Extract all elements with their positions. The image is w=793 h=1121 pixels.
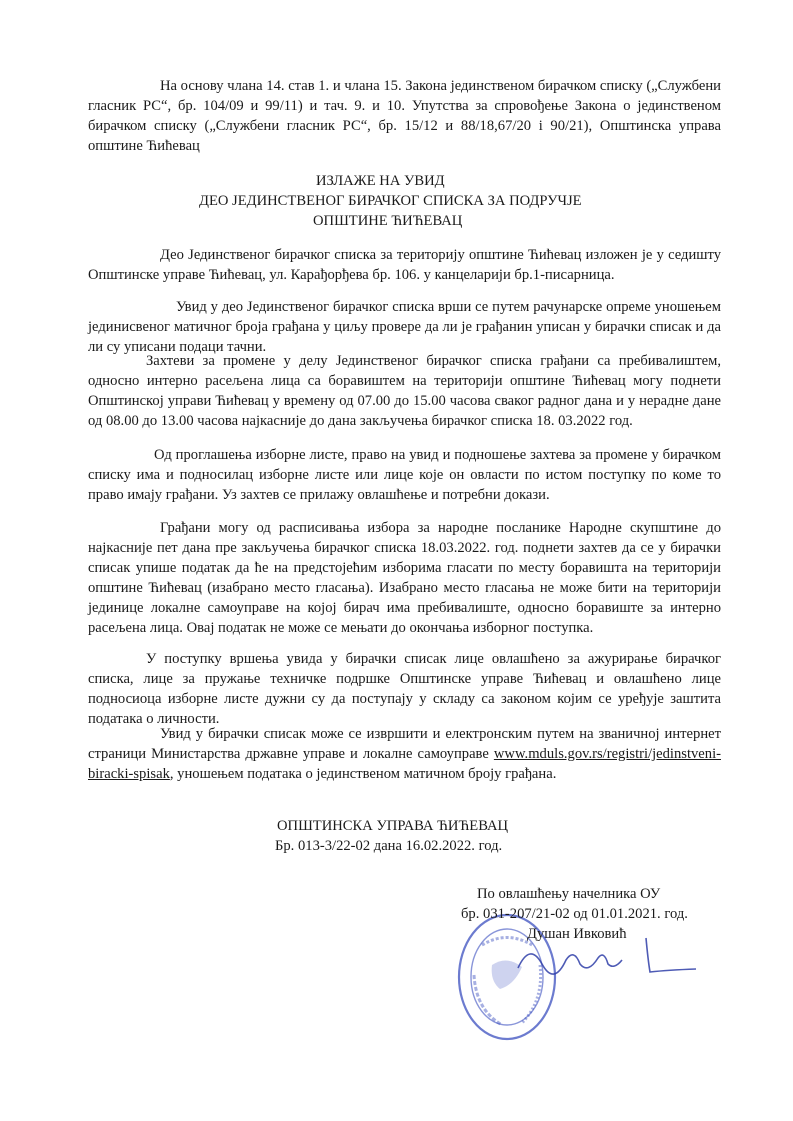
paragraph-electronic-access	[88, 725, 721, 785]
heading-line-1: ИЗЛАЖЕ НА УВИД	[316, 173, 445, 189]
paragraph-electoral-list: Од проглашења изборне листе, право на увид и подношење захтева за промене у бирачком списку има и подносилац изборне листе или лице које он овласти по истом поступку по коме то право имају грађани. Уз захтев се прилажу овлашћење и потребни докази.	[88, 447, 721, 503]
signatory-name: Душан Ивковић	[527, 926, 627, 942]
electronic-access-text-end: , уношењем података о јединственом матичном броју грађана.	[169, 765, 557, 782]
issuer-reference: Бр. 013-3/22-02 дана 16.02.2022. год.	[275, 838, 503, 854]
signature-authorization: По овлашћењу начелника ОУ	[477, 886, 661, 902]
paragraph-data-protection: У поступку вршења увида у бирачки списак лице овлашћено за ажурирање бирачког списка, лице за пружање техничке подршке Општинске управе Ћићевац и овлашћено лице подносиоца изборне листе дужни су да поступају у складу са законом којим се уређује заштита података о личности.	[88, 651, 721, 727]
electronic-access-text-start: Увид у бирачки списак може се извршити и електронским путем на званичној интернет страници Министарства државне управе и локалне самоуправе	[88, 726, 721, 762]
paragraph-inspection: Увид у део Јединственог бирачког списка врши се путем рачунарске опреме уношењем јединисвеног матичног броја грађана у циљу провере да ли је грађанин уписан у бирачки списак и да ли су уписани подаци тачни.	[88, 299, 721, 355]
issuer-name: ОПШТИНСКА УПРАВА ЋИЋЕВАЦ	[277, 818, 509, 834]
signature-decision-number: бр. 031-207/21-02 од 01.01.2021. год.	[461, 906, 688, 922]
heading-line-3: ОПШТИНЕ ЋИЋЕВАЦ	[313, 213, 463, 229]
intro-paragraph: На основу члана 14. став 1. и члана 15. Закона јединственом бирачком списку („Службени гласник РС“, бр. 104/09 и 99/11) и тач. 9. и 10. Упутства за спровођење Закона о јединственом бирачком списку („Службени гласник РС“, бр. 15/12 и 88/18,67/20 i 90/21), Општинска управа општине Ћићевац	[88, 78, 721, 154]
paragraph-voting-place: Грађани могу од расписивања избора за народне посланике Народне скупштине до најкасније пет дана пре закључења бирачког списка 18.03.2022. год. поднети захтев да се у бирачки списак упише податак да ће на предстојећим изборима гласати по месту боравишта на територији општине Ћићевац (изабрано место гласања). Изабрано место гласања не може бити на територији јединице локалне самоуправе на којој бирач има пребивалиште, односно боравиште за интерно расељена лица. Овај податак не може се мењати до окончања изборног поступка.	[88, 520, 721, 636]
registry-link[interactable]: www.mduls.gov.rs/registri/jedinstveni-biracki-spisak	[88, 745, 721, 782]
handwritten-signature	[508, 930, 708, 990]
paragraph-location: Део Јединственог бирачког списка за територију општине Ћићевац изложен је у седишту Општинске управе Ћићевац, ул. Карађорђева бр. 106. у канцеларији бр.1-писарница.	[88, 247, 721, 283]
heading-line-2: ДЕО ЈЕДИНСТВЕНОГ БИРАЧКОГ СПИСКА ЗА ПОДРУЧЈЕ	[199, 193, 582, 209]
paragraph-requests: Захтеви за промене у делу Јединственог бирачког списка грађани са пребивалиштем, односно интерно расељена лица са боравиштем на територији општине Ћићевац могу поднети Општинској управи Ћићевац у времену од 07.00 до 15.00 часова сваког радног дана и у нерадне дане од 08.00 до 13.00 часова најкасније до дана закључења бирачког списка 18. 03.2022 год.	[88, 353, 721, 429]
